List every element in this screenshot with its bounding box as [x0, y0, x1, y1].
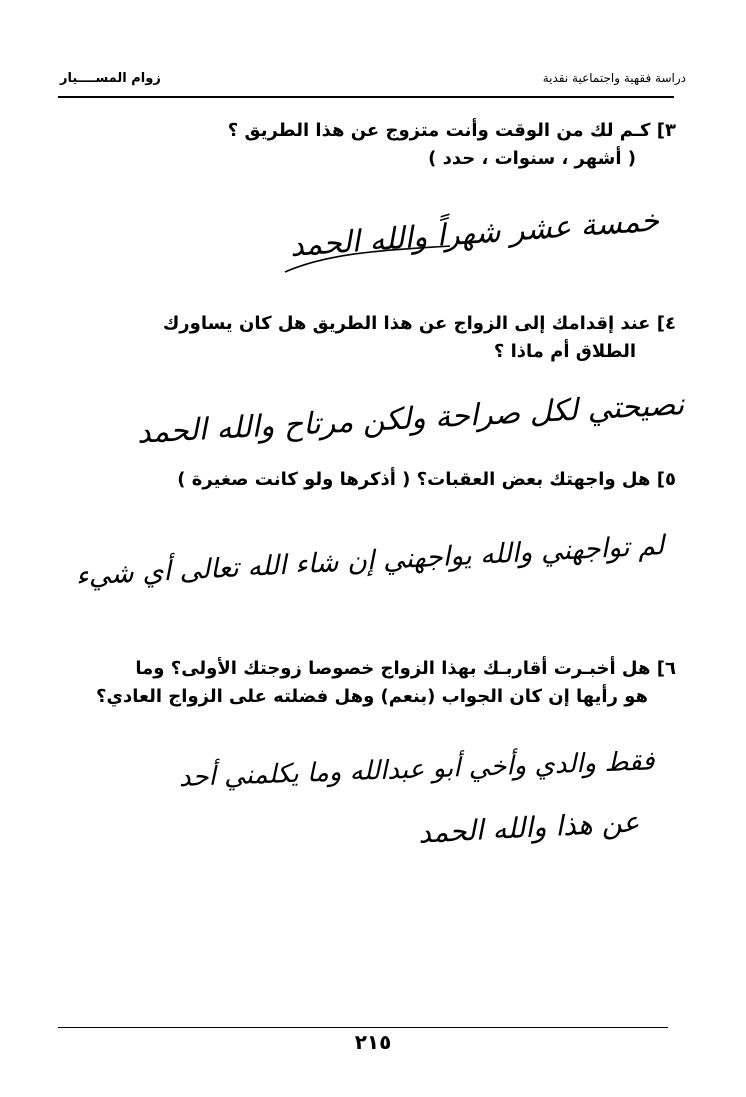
question-4-number: ٤] [656, 313, 676, 334]
question-5-text: هل واجهتك بعض العقبات؟ ( أذكرها ولو كانت صغيرة ) [177, 469, 651, 490]
book-title: زوام المســــيار [60, 71, 161, 86]
answer-4-text: نصيحتي لكل صراحة ولكن مرتاح والله الحمد [136, 387, 686, 451]
question-4-line2: الطلاق أم ماذا ؟ [493, 341, 636, 362]
answer-6-line1: فقط والدي وأخي أبو عبدالله وما يكلمني أحد [178, 746, 656, 793]
question-3-hint: ( أشهر ، سنوات ، حدد ) [428, 148, 636, 169]
page-number: ٢١٥ [354, 1030, 392, 1054]
answer-3-text: خمسة عشر شهراً والله الحمد [288, 203, 661, 265]
question-3-text: كـم لك من الوقت وأنت متزوج عن هذا الطريق ؟ [227, 120, 651, 141]
question-3-number: ٣] [656, 120, 676, 141]
question-6-text: هل أخبـرت أقاربـك بهذا الزواج خصوصا زوجتك الأولى؟ وما [135, 658, 651, 679]
question-6-number: ٦] [656, 658, 676, 679]
footer-rule [58, 1027, 668, 1028]
answer-6-line2: عن هذا والله الحمد [417, 805, 641, 850]
question-4-text: عند إقدامك إلى الزواج عن هذا الطريق هل كان يساورك [162, 313, 651, 334]
question-6-line2: هو رأيها إن كان الجواب (بنعم) وهل فضلته على الزواج العادي؟ [96, 686, 648, 707]
book-subtitle: دراسة فقهية واجتماعية نقدية [542, 71, 686, 85]
question-5-number: ٥] [656, 469, 676, 490]
answer-5-text: لم تواجهني والله يواجهني إن شاء الله تعالى أي شيء [75, 530, 665, 592]
